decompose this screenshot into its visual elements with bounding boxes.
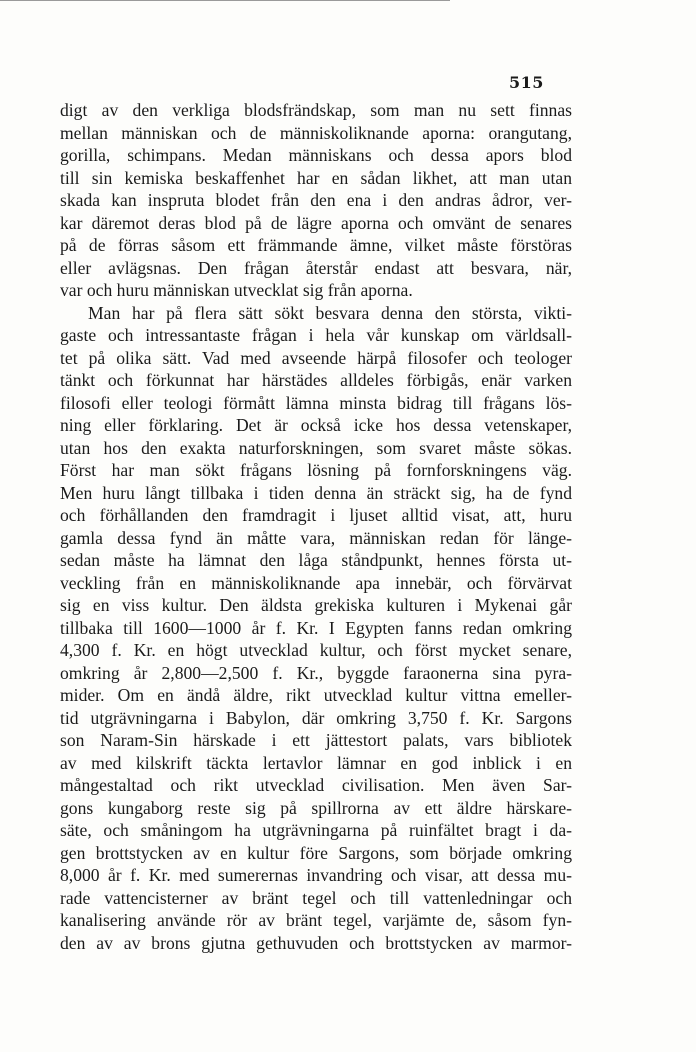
text-line: gorilla, schimpans. Medan människans och dessa apors blod [60,145,572,165]
text-line: digt av den verkliga blodsfrändskap, som man nu sett finnas [60,100,572,120]
text-line: kar däremot deras blod på de lägre aporna och omvänt de senares [60,212,572,233]
text-line: gen brottstycken av en kultur före Sargons, som började omkring [60,842,572,863]
text-line: gons kungaborg reste sig på spillrorna av ett äldre härskare- [60,797,572,818]
text-line: på de förras såsom ett främmande ämne, vilket måste förstöras [60,235,572,255]
text-line: säte, och småningom ha utgrävningarna på ruinfältet bragt i da- [60,820,572,840]
text-line: ning eller förklaring. Det är också icke hos dessa vetenskaper, [60,415,572,435]
text-line: tillbaka till 1600—1000 år f. Kr. I Egypten fanns redan omkring [60,617,572,638]
text-line: sedan måste ha lämnat den låga ståndpunkt, hennes första ut- [60,550,572,570]
text-line: mångestaltad och rikt utvecklad civilisation. Men även Sar- [60,775,572,795]
text-line: den av av brons gjutna gethuvuden och brottstycken av marmor- [60,932,572,953]
body-text [60,99,572,954]
text-line: var och huru människan utvecklat sig från aporna. [60,280,413,300]
text-line: eller avlägsnas. Den frågan återstår endast att besvara, när, [60,257,572,278]
text-line: kanalisering använde rör av bränt tegel, varjämte de, såsom fyn- [60,910,572,930]
text-line: Först har man sökt frågans lösning på fornforskningens väg. [60,460,572,480]
text-line: filosofi eller teologi förmått lämna minsta bidrag till frågans lös- [60,392,572,413]
text-line: 8,000 år f. Kr. med sumerernas invandring och visar, att dessa mu- [60,865,572,885]
text-line: skada kan inspruta blodet från den ena i den andras ådror, ver- [60,190,572,210]
paragraph-first-line: Man har på flera sätt sökt besvara denna den största, vikti- [88,302,572,323]
page-number: 515 [509,73,544,92]
text-line: tänkt och förkunnat har härstädes alldeles förbigås, enär varken [60,370,572,390]
text-line: omkring år 2,800—2,500 f. Kr., byggde faraonerna sina pyra- [60,662,572,683]
text-line: tid utgrävningarna i Babylon, där omkring 3,750 f. Kr. Sargons [60,707,572,728]
text-line: av med kilskrift täckta lertavlor lämnar en god inblick i en [60,752,572,773]
text-line: veckling från en människoliknande apa innebär, och förvärvat [60,572,572,593]
scan-edge-line [0,0,450,1]
text-line: mellan människan och de människoliknande aporna: orangutang, [60,122,572,143]
text-line: Men huru långt tillbaka i tiden denna än sträckt sig, ha de fynd [60,482,572,503]
text-line: gaste och intressantaste frågan i hela vår kunskap om världsall- [60,325,572,345]
text-line: utan hos den exakta naturforskningen, som svaret måste sökas. [60,437,572,458]
text-line: sig en viss kultur. Den äldsta grekiska kulturen i Mykenai går [60,595,572,615]
text-line: tet på olika sätt. Vad med avseende härpå filosofer och teologer [60,347,572,368]
text-line: och förhållanden den framdragit i ljuset alltid visat, att, huru [60,505,572,525]
text-line: 4,300 f. Kr. en högt utvecklad kultur, och först mycket senare, [60,640,572,660]
text-line: gamla dessa fynd än måtte vara, människan redan för länge- [60,527,572,548]
text-line: rade vattencisterner av bränt tegel och till vattenledningar och [60,887,572,908]
text-line: mider. Om en ändå äldre, rikt utvecklad kultur vittna emeller- [60,685,572,705]
text-line: till sin kemiska beskaffenhet har en sådan likhet, att man utan [60,167,572,188]
text-line: son Naram-Sin härskade i ett jättestort palats, vars bibliotek [60,730,572,750]
